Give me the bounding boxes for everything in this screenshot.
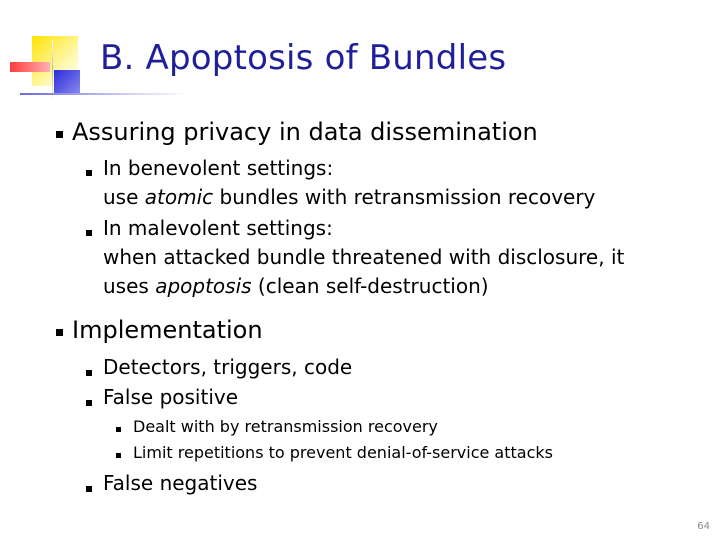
decor-underline (20, 93, 190, 95)
bullet-dealt-with: Dealt with by retransmission recovery (133, 417, 438, 436)
bullet-icon (56, 329, 63, 336)
benevolent-line1: In benevolent settings: (103, 156, 334, 180)
decor-red-bar (10, 62, 50, 72)
bullet-icon (56, 131, 63, 138)
bullet-limit-repetitions: Limit repetitions to prevent denial-of-service attacks (133, 443, 553, 462)
bullet-privacy: Assuring privacy in data dissemination (72, 118, 538, 146)
page-number: 64 (697, 521, 710, 532)
bullet-malevolent (103, 214, 624, 301)
bullet-icon (86, 400, 92, 406)
bullet-icon (116, 427, 121, 432)
benevolent-line2-em: atomic (144, 185, 214, 209)
bullet-icon (116, 453, 121, 458)
bullet-implementation: Implementation (72, 316, 263, 344)
malevolent-line3-em: apoptosis (155, 274, 252, 298)
malevolent-line1: In malevolent settings: (103, 216, 333, 240)
malevolent-line3 (103, 272, 624, 301)
malevolent-line2: when attacked bundle threatened with disclosure, it (103, 245, 625, 269)
benevolent-line2-pre: use (103, 185, 145, 209)
bullet-icon (86, 370, 92, 376)
bullet-detectors: Detectors, triggers, code (103, 355, 353, 379)
benevolent-line2 (103, 183, 595, 212)
decor-blue-square (54, 70, 80, 94)
bullet-benevolent (103, 154, 595, 212)
bullet-false-negatives: False negatives (103, 471, 258, 495)
benevolent-line2-post: bundles with retransmission recovery (213, 185, 596, 209)
slide-title: B. Apoptosis of Bundles (100, 38, 507, 78)
bullet-false-positive: False positive (103, 385, 239, 409)
malevolent-line3-pre: uses (103, 274, 156, 298)
bullet-icon (86, 170, 92, 176)
bullet-icon (86, 230, 92, 236)
malevolent-line3-post: (clean self-destruction) (251, 274, 489, 298)
bullet-icon (86, 486, 92, 492)
